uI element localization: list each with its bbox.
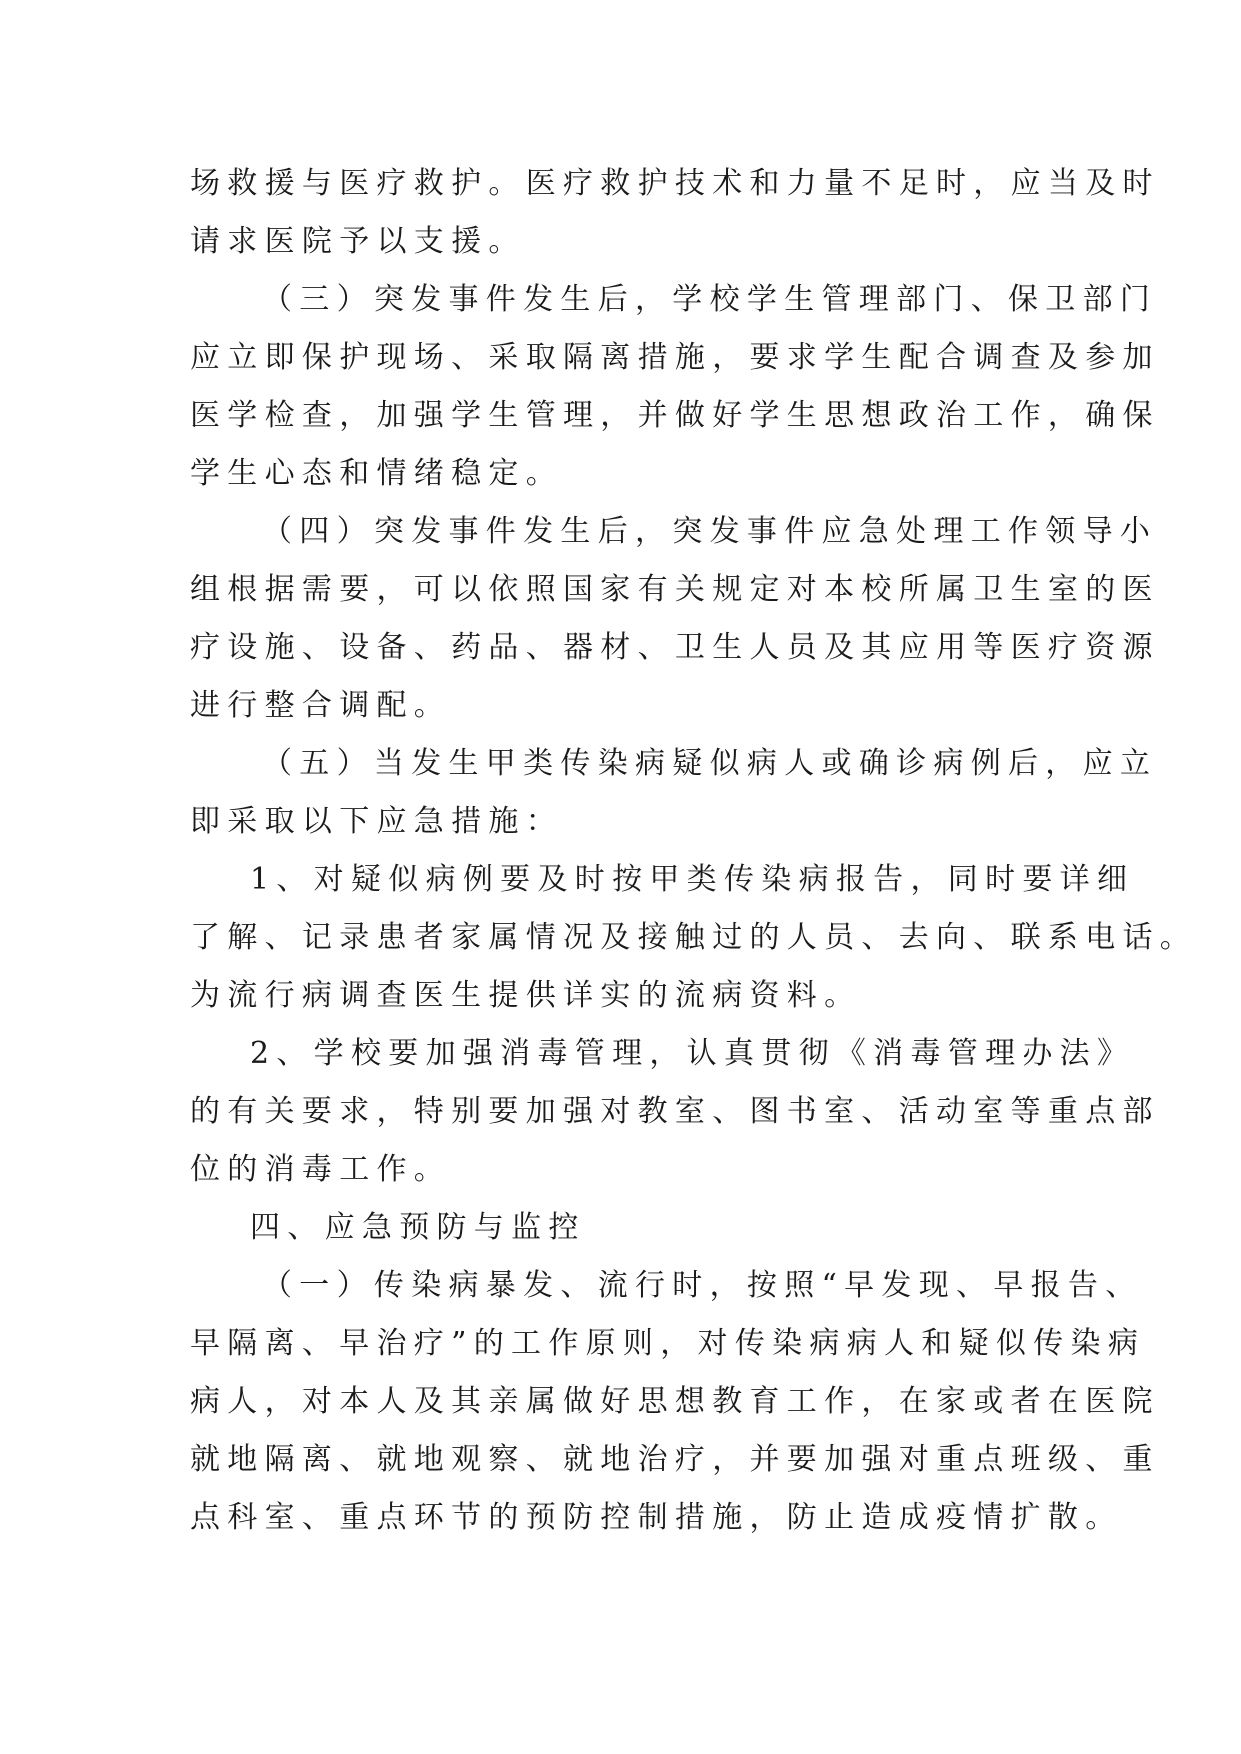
text-line: 应立即保护现场、采取隔离措施，要求学生配合调查及参加 bbox=[190, 340, 1160, 375]
text-line: 就地隔离、就地观察、就地治疗，并要加强对重点班级、重 bbox=[190, 1442, 1160, 1477]
text-line: 了解、记录患者家属情况及接触过的人员、去向、联系电话。 bbox=[190, 920, 1198, 955]
paragraph-start: （一）传染病暴发、流行时，按照“早发现、早报告、 bbox=[262, 1268, 1143, 1303]
text-line: 点科室、重点环节的预防控制措施，防止造成疫情扩散。 bbox=[190, 1500, 1123, 1535]
list-item-2: 2、学校要加强消毒管理，认真贯彻《消毒管理办法》 bbox=[250, 1036, 1135, 1071]
text-line: 学生心态和情绪稳定。 bbox=[190, 456, 563, 491]
text-line: 场救援与医疗救护。医疗救护技术和力量不足时，应当及时 bbox=[190, 166, 1160, 201]
list-item-1: 1、对疑似病例要及时按甲类传染病报告，同时要详细 bbox=[250, 862, 1135, 897]
text-line: 组根据需要，可以依照国家有关规定对本校所属卫生室的医 bbox=[190, 572, 1160, 607]
text-line: 医学检查，加强学生管理，并做好学生思想政治工作，确保 bbox=[190, 398, 1160, 433]
text-line: 进行整合调配。 bbox=[190, 688, 452, 723]
paragraph-start: （三）突发事件发生后，学校学生管理部门、保卫部门 bbox=[262, 282, 1158, 317]
text-line: 早隔离、早治疗”的工作原则，对传染病病人和疑似传染病 bbox=[190, 1326, 1146, 1361]
text-line: 为流行病调查医生提供详实的流病资料。 bbox=[190, 978, 862, 1013]
section-heading: 四、应急预防与监控 bbox=[250, 1210, 586, 1245]
text-line: 请求医院予以支援。 bbox=[190, 224, 526, 259]
paragraph-start: （五）当发生甲类传染病疑似病人或确诊病例后，应立 bbox=[262, 746, 1158, 781]
text-line: 疗设施、设备、药品、器材、卫生人员及其应用等医疗资源 bbox=[190, 630, 1160, 665]
text-line: 病人，对本人及其亲属做好思想教育工作，在家或者在医院 bbox=[190, 1384, 1160, 1419]
text-line: 位的消毒工作。 bbox=[190, 1152, 452, 1187]
text-line: 的有关要求，特别要加强对教室、图书室、活动室等重点部 bbox=[190, 1094, 1160, 1129]
text-line: 即采取以下应急措施： bbox=[190, 804, 563, 839]
paragraph-start: （四）突发事件发生后，突发事件应急处理工作领导小 bbox=[262, 514, 1158, 549]
